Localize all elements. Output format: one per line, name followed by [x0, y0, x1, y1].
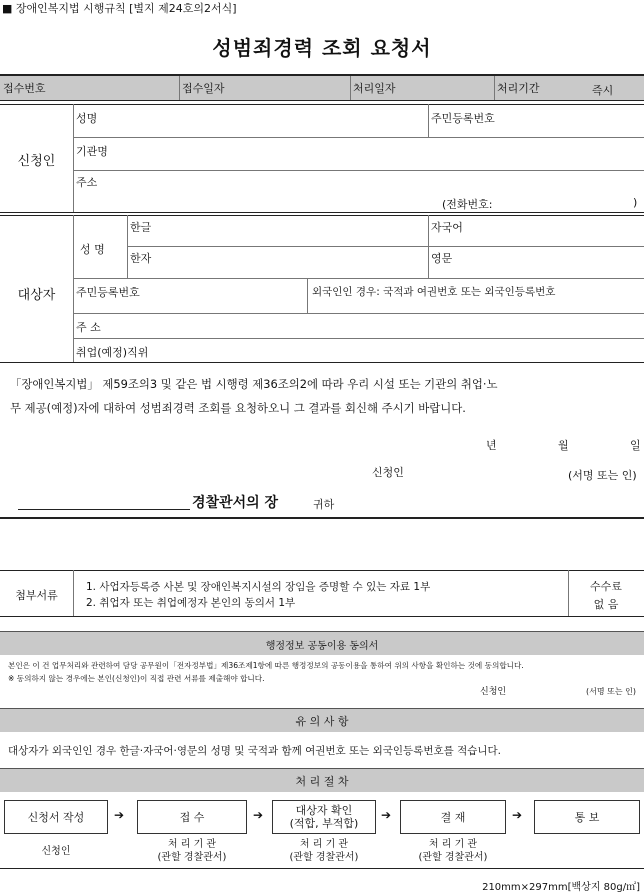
applicant-name-label: 성명 [76, 112, 98, 125]
notes-title: 유 의 사 항 [295, 715, 349, 728]
applicant-address-label: 주소 [76, 176, 98, 189]
consent-applicant-label: 신청인 [480, 687, 507, 697]
addressee-suffix: 귀하 [313, 498, 335, 511]
target-name-label: 성 명 [80, 243, 105, 256]
applicant-rrn-label: 주민등록번호 [431, 112, 495, 125]
procedure-actor-receive-2: (관할 경찰관서) [157, 852, 227, 863]
applicant-phone-label: (전화번호: [442, 198, 493, 211]
request-text-line1: 「장애인복지법」 제59조의3 및 같은 법 시행령 제36조의2에 따라 우리 시설 또는 기관의 취업·노 [10, 377, 498, 391]
procedure-arrow-3: ➔ [381, 808, 392, 822]
consent-sign-label: (서명 또는 인) [586, 687, 636, 696]
procedure-step-receive: 접 수 [137, 800, 247, 834]
signature-applicant-label: 신청인 [372, 466, 404, 479]
page-title: 성범죄경력 조회 요청서 [212, 36, 432, 60]
procedure-arrow-4: ➔ [512, 808, 523, 822]
consent-title: 행정정보 공동이용 동의서 [265, 641, 379, 652]
receipt-row [0, 76, 644, 100]
receipt-date-label: 접수일자 [182, 82, 225, 95]
procedure-actor-verify-2: (관할 경찰관서) [289, 852, 359, 863]
procedure-step-notify: 통 보 [534, 800, 640, 834]
target-foreigner-label: 외국인인 경우: 국적과 여권번호 또는 외국인등록번호 [312, 286, 556, 298]
paper-spec: 210mm×297mm[백상지 80g/㎡] [482, 882, 640, 893]
consent-text-2: ※ 동의하지 않는 경우에는 본인(신청인)이 직접 관련 서류를 제출해야 합니다. [8, 674, 265, 683]
procedure-actor-approve-2: (관할 경찰관서) [418, 852, 488, 863]
procedure-actor-receive-1: 처 리 기 관 [167, 839, 217, 850]
date-day: 일 [630, 439, 641, 452]
date-year: 년 [486, 439, 497, 452]
target-english-label: 영문 [431, 252, 453, 265]
target-native-label: 자국어 [431, 221, 463, 234]
signature-sign-label: (서명 또는 인) [568, 469, 637, 482]
target-rrn-label: 주민등록번호 [76, 286, 140, 299]
procedure-step-verify: 대상자 확인 (적합, 부적합) [272, 800, 376, 834]
target-korean-label: 한글 [130, 221, 152, 234]
process-date-label: 처리일자 [353, 82, 396, 95]
target-address-label: 주 소 [76, 321, 101, 334]
request-text-line2: 무 제공(예정)자에 대하여 성범죄경력 조회를 요청하오니 그 결과를 회신해 주시기 바랍니다. [10, 401, 466, 415]
procedure-arrow-1: ➔ [114, 808, 125, 822]
target-hanja-label: 한자 [130, 252, 152, 265]
procedure-actor-approve-1: 처 리 기 관 [428, 839, 478, 850]
procedure-actor-applicant: 신청인 [41, 846, 71, 857]
target-section-label: 대상자 [17, 288, 56, 303]
procedure-step-approve: 결 재 [400, 800, 506, 834]
fee-value: 없 음 [593, 598, 619, 611]
applicant-phone-close: ) [633, 196, 638, 209]
applicant-org-label: 기관명 [76, 145, 108, 158]
attachment-item-2: 2. 취업자 또는 취업예정자 본인의 동의서 1부 [86, 597, 296, 609]
procedure-actor-verify-1: 처 리 기 관 [299, 839, 349, 850]
attachments-label: 첨부서류 [15, 589, 58, 602]
procedure-step-apply: 신청서 작성 [4, 800, 108, 834]
target-job-label: 취업(예정)직위 [76, 346, 149, 359]
process-period-label: 처리기간 [497, 82, 540, 95]
attachment-item-1: 1. 사업자등록증 사본 및 장애인복지시설의 장임을 증명할 수 있는 자료 1부 [86, 581, 431, 593]
notes-text: 대상자가 외국인인 경우 한글·자국어·영문의 성명 및 국적과 함께 여권번호 또는 외국인등록번호를 적습니다. [8, 745, 502, 757]
procedure-arrow-2: ➔ [253, 808, 264, 822]
consent-text-1: 본인은 이 건 업무처리와 관련하여 담당 공무원이「전자정부법」제36조제1항에 따른 행정정보의 공동이용을 통하여 위의 사항을 확인하는 것에 동의합니다. [8, 661, 524, 670]
receipt-number-label: 접수번호 [3, 82, 46, 95]
fee-label: 수수료 [590, 580, 622, 593]
addressee-name: 경찰관서의 장 [192, 495, 279, 511]
procedure-title: 처 리 절 차 [295, 775, 349, 788]
date-month: 월 [558, 439, 569, 452]
applicant-section-label: 신청인 [17, 154, 56, 169]
process-period-value: 즉시 [592, 84, 614, 97]
form-reference: ■ 장애인복지법 시행규칙 [별지 제24호의2서식] [2, 2, 237, 15]
